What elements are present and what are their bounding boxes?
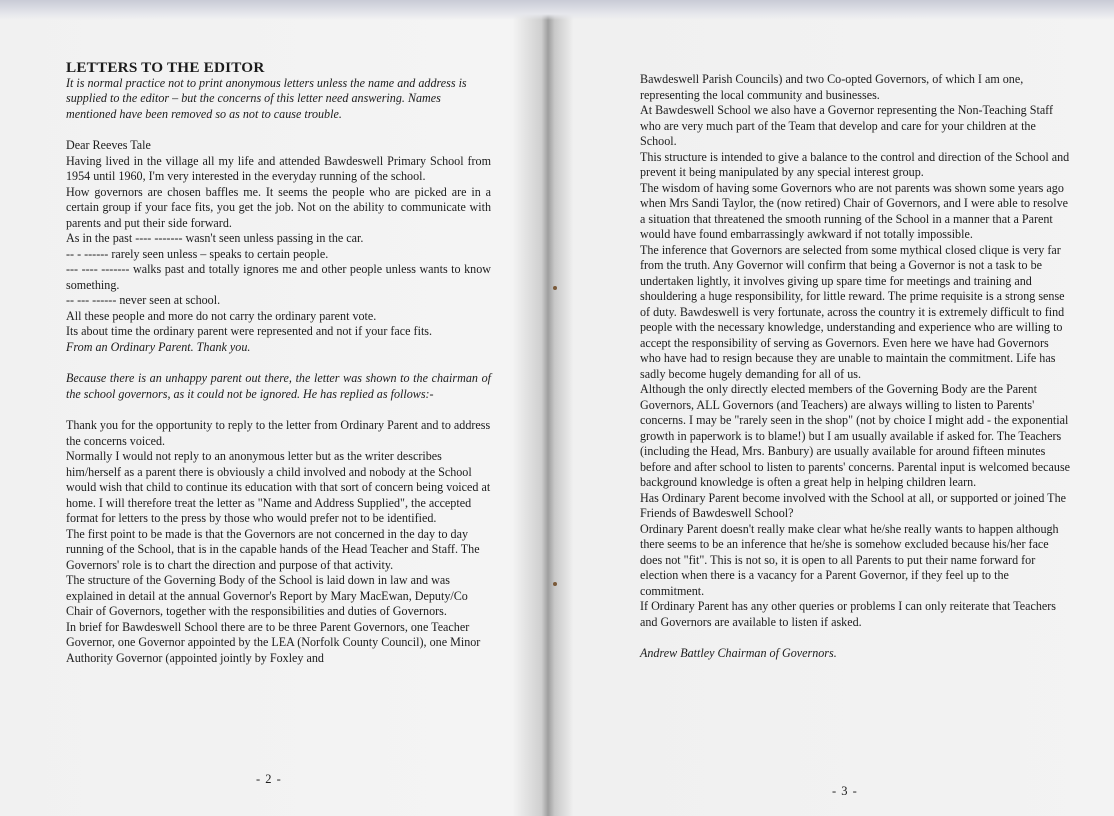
- reply-paragraph: If Ordinary Parent has any other queries or problems I can only reiterate that Teachers and Governors are available to listen if asked.: [640, 599, 1056, 629]
- letter-paragraph: -- - ------ rarely seen unless – speaks to certain people.: [66, 246, 329, 261]
- reply-paragraph: Bawdeswell Parish Councils) and two Co-opted Governors, of which I am one, representing the local community and businesses.: [640, 72, 1024, 102]
- letter-paragraph: As in the past ---- ------- wasn't seen unless passing in the car.: [66, 231, 364, 245]
- letter-salutation: Dear Reeves Tale: [66, 138, 151, 152]
- reply-paragraph: Although the only directly elected members of the Governing Body are the Parent Governors, ALL Governors (and Teachers) are always willing to listen to Parents' concerns. I may be "rarely seen in the shop" (not by choice I might add - the exponential growth in paperwork is to blame!) but I am usually available if asked for. The Teachers (including the Head, Mrs. Banbury) are usually available for around fifteen minutes before and after school to listen to parents' concerns. Parental input is welcomed because background knowledge is often a great help in helping children learn.: [640, 382, 1071, 489]
- reply-paragraph: Has Ordinary Parent become involved with the School at all, or supported or joined The Friends of Bawdeswell School?: [640, 490, 1066, 520]
- reply-paragraph: Thank you for the opportunity to reply to the letter from Ordinary Parent and to address the concerns voiced.: [66, 418, 491, 448]
- right-column: [640, 72, 1070, 662]
- reply-paragraph: The wisdom of having some Governors who are not parents was shown some years ago when Mrs Sandi Taylor, the (now retired) Chair of Governors, and I were able to resolve a situation that threatened the smooth running of the School in a manner that a Parent would have found embarrassingly awkward if not totally impossible.: [640, 180, 1068, 241]
- page-number: - 3 -: [832, 784, 858, 798]
- editor-note: It is normal practice not to print anonymous letters unless the name and address is supplied to the editor – but the concerns of this letter need answering. Names mentioned have been removed so as not to cause trouble.: [66, 75, 467, 121]
- letter-paragraph: --- ---- ------- walks past and totally ignores me and other people unless wants to know something.: [66, 262, 491, 292]
- reply-paragraph: The inference that Governors are selected from some mythical closed clique is very far from the truth. Any Governor will confirm that being a Governor is not a task to be undertaken lightly, it involves giving up spare time for meetings and training and shouldering a huge responsibility, for little reward. The prime requisite is a strong sense of duty. Bawdeswell is very fortunate, across the country it is extremely difficult to find people with the necessary knowledge, understanding and experience who are willing to accept the responsibility of serving as Governors. Even here we have had Governors who have had to resign because they are unable to maintain the commitment. Life has sadly become hugely demanding for all of us.: [640, 242, 1065, 381]
- reply-paragraph: At Bawdeswell School we also have a Governor representing the Non-Teaching Staff who are very much part of the Team that develop and care for your children at the School.: [640, 103, 1054, 148]
- letter-signoff: From an Ordinary Parent. Thank you.: [66, 339, 251, 354]
- reply-paragraph: The structure of the Governing Body of the School is laid down in law and was explained in detail at the annual Governor's Report by Mary MacEwan, Deputy/Co Chair of Governors, together with the responsibilities and duties of Governors.: [66, 573, 468, 618]
- editor-note-reply: Because there is an unhappy parent out there, the letter was shown to the chairman of the school governors, as it could not be ignored. He has replied as follows:-: [66, 371, 491, 401]
- reply-paragraph: This structure is intended to give a balance to the control and direction of the School and prevent it being manipulated by any special interest group.: [640, 149, 1070, 179]
- reply-paragraph: Normally I would not reply to an anonymous letter but as the writer describes him/herself as a parent there is obviously a child involved and nobody at the School would wish that child to continue its education with that sort of concern being voiced at home. I will therefore treat the letter as "Name and Address Supplied", the accepted format for letters to the press by those who would prefer not to be identified.: [66, 449, 491, 525]
- letter-paragraph: Its about time the ordinary parent were represented and not if your face fits.: [66, 324, 433, 338]
- letter-paragraph: -- --- ------ never seen at school.: [66, 293, 221, 307]
- letter-paragraph: Having lived in the village all my life and attended Bawdeswell Primary School from 1954 until 1960, I'm very interested in the everyday running of the school.: [66, 153, 491, 183]
- reply-paragraph: The first point to be made is that the Governors are not concerned in the day to day running of the School, that is in the capable hands of the Head Teacher and Staff. The Governors' role is to chart the direction and purpose of that activity.: [66, 526, 480, 572]
- signature: Andrew Battley Chairman of Governors.: [640, 646, 837, 660]
- letter-paragraph: All these people and more do not carry the ordinary parent vote.: [66, 308, 377, 323]
- reply-paragraph: In brief for Bawdeswell School there are to be three Parent Governors, one Teacher Governor, one Governor appointed by the LEA (Norfolk County Council), one Minor Authority Governor (appointed jointly by Foxley and: [66, 619, 481, 665]
- page-number: - 2 -: [256, 772, 282, 786]
- reply-paragraph: Ordinary Parent doesn't really make clear what he/she really wants to happen although there seems to be an inference that he/she is somehow excluded because his/her face does not "fit". This is not so, it is open to all Parents to put their name forward for election when there is a vacancy for a Parent Governor, if they feel up to the commitment.: [640, 521, 1059, 598]
- page-title: LETTERS TO THE EDITOR: [66, 59, 265, 76]
- letter-paragraph: How governors are chosen baffles me. It seems the people who are picked are in a certain group if your face fits, you get the job. Not on the ability to communicate with parents and put their side forward.: [66, 184, 491, 230]
